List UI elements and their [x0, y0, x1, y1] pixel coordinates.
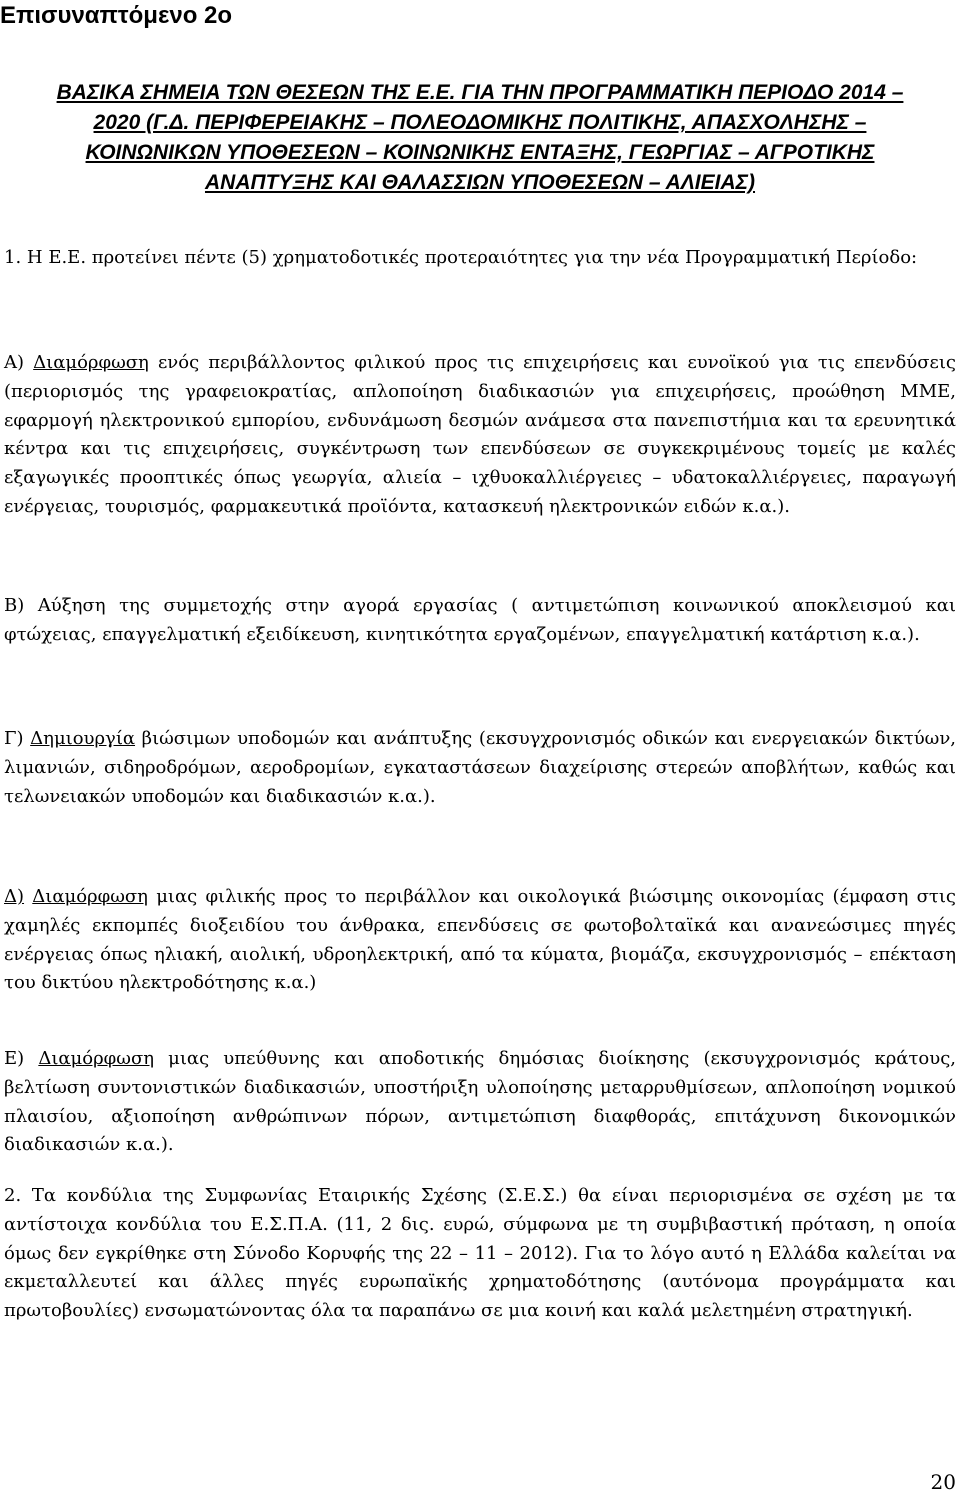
priority-c: [4, 725, 956, 811]
section-heading: ΒΑΣΙΚΑ ΣΗΜΕΙΑ ΤΩΝ ΘΕΣΕΩΝ ΤΗΣ Ε.Ε. ΓΙΑ ΤΗΝ ΠΡΟΓΡΑΜΜΑΤΙΚΗ ΠΕΡΙΟΔΟ 2014 – 2020 (Γ.Δ. ΠΕΡΙΦΕΡΕΙΑΚΗΣ – ΠΟΛΕΟΔΟΜΙΚΗΣ ΠΟΛΙΤΙΚΗΣ, ΑΠΑΣΧΟΛΗΣΗΣ – ΚΟΙΝΩΝΙΚΩΝ ΥΠΟΘΕΣΕΩΝ – ΚΟΙΝΩΝΙΚΗΣ ΕΝΤΑΞΗΣ, ΓΕΩΡΓΙΑΣ – ΑΓΡΟΤΙΚΗΣ ΑΝΑΠΤΥΞΗΣ ΚΑΙ ΘΑΛΑΣΣΙΩΝ ΥΠΟΘΕΣΕΩΝ – ΑΛΙΕΙΑΣ): [56, 81, 904, 194]
priority-e-text: μιας υπεύθυνης και αποδοτικής δημόσιας διοίκησης (εκσυγχρονισμός κράτους, βελτίωση συντονιστικών διαδικασιών, υποστήριξη υλοποίησης μεταρρυθμίσεων, απλοποίηση νομικού πλαισίου, αξιοποίηση ανθρώπινων πόρων, αντιμετώπιση διαφθοράς, επιτάχυνση δικονομικών διαδικασιών κ.α.).: [4, 1048, 956, 1156]
priority-a-title: Διαμόρφωση: [33, 352, 149, 373]
priority-d-text: μιας φιλικής προς το περιβάλλον και οικολογικά βιώσιμης οικονομίας (έμφαση στις χαμηλές εκπομπές διοξειδίου του άνθρακα, επενδύσεις σε φωτοβολταϊκά και ανανεώσιμες πηγές ενέργειας όπως ηλιακή, αιολική, υδροηλεκτρική, από τα κύματα, βιομάζα, εκσυγχρονισμός – επέκταση του δικτύου ηλεκτροδότησης κ.α.): [4, 886, 956, 994]
priority-b: Β) Αύξηση της συμμετοχής στην αγορά εργασίας ( αντιμετώπιση κοινωνικού αποκλεισμού και φτώχειας, επαγγελματική εξειδίκευση, κινητικότητα εργαζομένων, επαγγελματική κατάρτιση κ.α.).: [4, 595, 956, 645]
page-number: 20: [930, 1470, 956, 1494]
priority-c-title: Δημιουργία: [30, 728, 136, 749]
priority-a: [4, 349, 956, 522]
point-2-paragraph: 2. Τα κονδύλια της Συμφωνίας Εταιρικής Σχέσης (Σ.Ε.Σ.) θα είναι περιορισμένα σε σχέση με τα αντίστοιχα κονδύλια του Ε.Σ.Π.Α. (11, 2 δις. ευρώ, σύμφωνα με τη συμβιβαστική πρόταση, η οποία όμως δεν εγκρίθηκε στη Σύνοδο Κορυφής της 22 – 11 – 2012). Για το λόγο αυτό η Ελλάδα καλείται να εκμεταλλευτεί και άλλες πηγές ευρωπαϊκής χρηματοδότησης (αυτόνομα προγράμματα και πρωτοβουλίες) ενσωματώνοντας όλα τα παραπάνω σε μια κοινή και καλά μελετημένη στρατηγική.: [4, 1185, 956, 1322]
priority-e: [4, 1045, 956, 1160]
priority-e-title: Διαμόρφωση: [38, 1048, 155, 1069]
priority-d-letter: Δ): [4, 886, 25, 907]
attachment-title: Επισυναπτόμενο 2ο: [0, 2, 233, 29]
priority-a-letter: Α): [4, 352, 34, 373]
priority-a-text: ενός περιβάλλοντος φιλικού προς τις επιχειρήσεις και ευνοϊκού για τις επενδύσεις (περιορισμός της γραφειοκρατίας, απλοποίηση διαδικασιών για επιχειρήσεις, προώθηση ΜΜΕ, εφαρμογή ηλεκτρονικού εμπορίου, ενδυνάμωση δεσμών ανάμεσα στα πανεπιστήμια και τα ερευνητικά κέντρα και τις επιχειρήσεις, συγκέντρωση των επενδύσεων σε συγκεκριμένους τομείς με καλές εξαγωγικές προοπτικές όπως γεωργία, αλιεία – ιχθυοκαλλιέργειες – υδατοκαλλιέργειες, παραγωγή ενέργειας, τουρισμός, φαρμακευτικά προϊόντα, κατασκευή ηλεκτρονικών ειδών κ.α.).: [4, 352, 956, 517]
priority-c-letter: Γ): [4, 728, 31, 749]
priority-c-text: βιώσιμων υποδομών και ανάπτυξης (εκσυγχρονισμός οδικών και ενεργειακών δικτύων, λιμανιών, σιδηροδρόμων, αεροδρομίων, εγκαταστάσεων διαχείρισης στερεών αποβλήτων, καθώς και τελωνειακών υποδομών και διαδικασιών κ.α.).: [4, 728, 957, 807]
priority-e-letter: Ε): [4, 1048, 39, 1069]
intro-paragraph: 1. Η Ε.Ε. προτείνει πέντε (5) χρηματοδοτικές προτεραιότητες για την νέα Προγραμματική Περίοδο:: [4, 247, 918, 268]
priority-d: [4, 883, 956, 998]
priority-d-title: Διαμόρφωση: [32, 886, 148, 907]
